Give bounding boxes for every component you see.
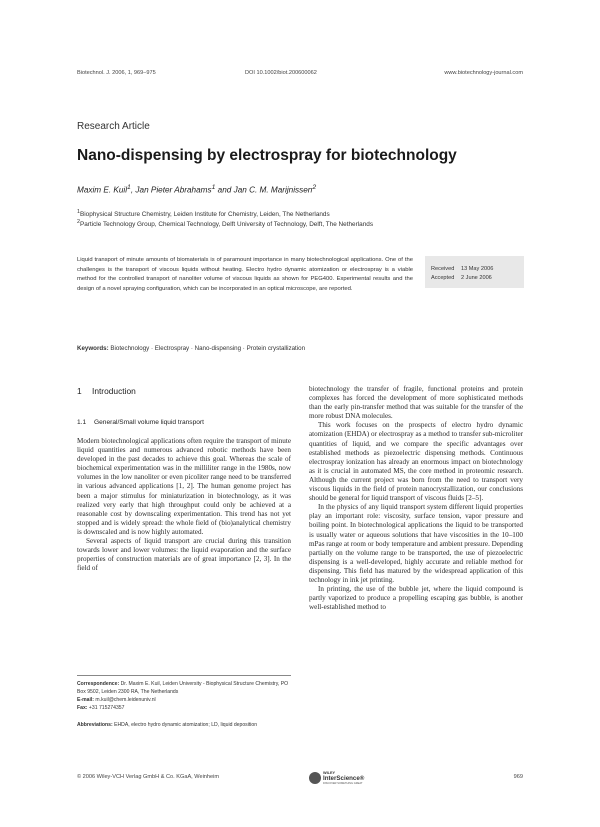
body-paragraph: This work focuses on the prospects of electro hydro dynamic atomization (EHDA) or electrospray as a method to transfer sub-microliter quantities of liquid, and we compare the specific advantages over established methods as piezoelectric dispensing methods. Continuous electrospray ionization has already an enormous impact on biotechnology as it is crucial in automated MS, the core method in proteomic research. Although the current project was born from the need to transport very viscous liquids in the field of protein nanocrystallization, our conclusions should be general for liquid transport of viscous fluids [2–5]. [309, 421, 523, 503]
author-name: Jan Pieter Abrahams [135, 185, 212, 195]
copyright-notice: © 2006 Wiley-VCH Verlag GmbH & Co. KGaA, Weinheim [77, 774, 220, 780]
received-label: Received [431, 266, 455, 272]
abbreviations-text: EHDA, electro hydro dynamic atomization; LD, liquid deposition [114, 722, 258, 728]
author-name: Maxim E. Kuil [77, 185, 128, 195]
journal-website[interactable]: www.biotechnology-journal.com [444, 70, 523, 76]
correspondence-label: Correspondence: [77, 681, 120, 687]
body-column-right [309, 385, 523, 612]
fax-number: +31 715274357 [88, 705, 125, 711]
author-affiliation-mark: 2 [312, 184, 317, 191]
logo-tagline: DISCOVER SOMETHING GREAT [323, 781, 363, 785]
page-number: 969 [513, 774, 523, 780]
keywords-label: Keywords: [77, 345, 109, 352]
body-paragraph: Modern biotechnological applications often require the transport of minute liquid quantities and numerous advanced robotic methods have been developed in the past decades to achieve this goal. Whereas the scale of biochemical experimentation was in the milliliter range in the 1980s, now volumes in the low nanoliter or even picoliter range need to be transferred in various advanced applications [1, 2]. The human genome project has been a major stimulus for miniaturization in biotechnology, as it was realized very early that high throughput could only be achieved at a reasonable cost by downscaling experimentation. This trend has not yet stopped and is widely spread: the whole field of (bio)analytical chemistry is downscaled and is now highly automated. [77, 437, 291, 536]
affiliation-number: 2 [77, 219, 80, 225]
section-heading [77, 386, 136, 396]
received-date [431, 265, 524, 274]
correspondence-text: Dr. Maxim E. Kuil, Leiden University - Biophysical Structure Chemistry, PO Box 9502, Leiden 2300 RA, The Netherlands [77, 681, 289, 695]
doi[interactable]: DOI 10.1002/biot.200600062 [245, 70, 317, 76]
article-type: Research Article [77, 121, 150, 132]
body-paragraph: In the physics of any liquid transport system different liquid properties play an important role: viscosity, surface tension, vapor pressure and boiling point. In biotechnological applications the liquid to be transported is usually water or aqueous solutions that have viscosities in the 10–100 mPas range at room or body temperature and ambient pressure. Depending partially on the volume range to be transported, the use of piezoelectric dispensing is a well-developed, highly accurate and reliable method for dispensing. This field has matured by the widespread application of this technology in ink jet printing. [309, 503, 523, 584]
accepted-date [431, 274, 524, 283]
running-header [77, 70, 523, 80]
page-footer [77, 771, 523, 785]
fax-label: Fax: [77, 705, 88, 711]
correspondence-footnote [77, 680, 291, 712]
logo-wiley-text: WILEY [323, 771, 336, 775]
email-label: E-mail: [77, 697, 94, 703]
affiliation-number: 1 [77, 209, 80, 215]
author-name: Jan C. M. Marijnissen [233, 185, 313, 195]
section-title: Introduction [92, 386, 136, 396]
author-affiliation-mark: 1 [211, 184, 216, 191]
abbreviations-label: Abbreviations: [77, 722, 113, 728]
accepted-value: 2 June 2006 [461, 275, 492, 281]
author-separator: , [130, 185, 136, 195]
article-title: Nano-dispensing by electrospray for biotechnology [77, 147, 457, 164]
affiliation-text: Particle Technology Group, Chemical Technology, Delft University of Technology, Delft, The Netherlands [79, 221, 374, 229]
author-list [77, 184, 316, 195]
body-column-left [77, 437, 291, 573]
affiliation-text: Biophysical Structure Chemistry, Leiden Institute for Chemistry, Leiden, The Netherlands [79, 211, 330, 219]
abstract: Liquid transport of minute amounts of biomaterials is of paramount importance in many biotechnological applications. One of the challenges is the transport of viscous liquids without heating. Electro hydro dynamic atomization or electrospray is a viable method for the controlled transport of nanoliter volume of viscous liquids as shown for PEG400. Experimental results and the design of a novel spraying configuration, which can be incorporated in an optical microscope, are reported. [77, 257, 413, 293]
wiley-interscience-logo[interactable] [309, 771, 369, 785]
logo-interscience-text: InterScience® [323, 774, 365, 782]
subsection-heading [77, 419, 204, 426]
footnote-divider [77, 675, 291, 676]
body-paragraph: biotechnology the transfer of fragile, functional proteins and protein complexes has forced the development of more sophisticated methods than the early pin-transfer method that was suitable for the transfer of the more robust DNA molecules. [309, 385, 523, 421]
journal-reference: Biotechnol. J. 2006, 1, 969–975 [77, 70, 156, 76]
affiliation [77, 219, 373, 228]
subsection-number: 1.1 [77, 419, 87, 426]
section-number: 1 [77, 386, 82, 396]
accepted-label: Accepted [431, 275, 455, 281]
received-value: 13 May 2006 [461, 266, 494, 272]
body-paragraph: In printing, the use of the bubble jet, where the liquid compound is partly vaporized to produce a propelling escaping gas bubble, is another well-established method to [309, 585, 523, 612]
keywords-text: Biotechnology · Electrospray · Nano-dispensing · Protein crystallization [110, 345, 306, 352]
wiley-logo-icon [309, 772, 321, 784]
author-affiliation-mark: 1 [127, 184, 131, 191]
author-separator: and [215, 185, 234, 195]
abbreviations-footnote [77, 721, 291, 729]
article-dates-box [425, 256, 524, 288]
keywords [77, 345, 305, 352]
email-address[interactable]: m.kuil@chem.leidenuniv.nl [95, 697, 156, 703]
subsection-title: General/Small volume liquid transport [94, 419, 204, 426]
body-paragraph: Several aspects of liquid transport are crucial during this transition towards lower and lower volumes: the liquid evaporation and the surface properties of construction materials are of great importance [2, 3]. In the field of [77, 537, 291, 573]
affiliation [77, 209, 330, 218]
